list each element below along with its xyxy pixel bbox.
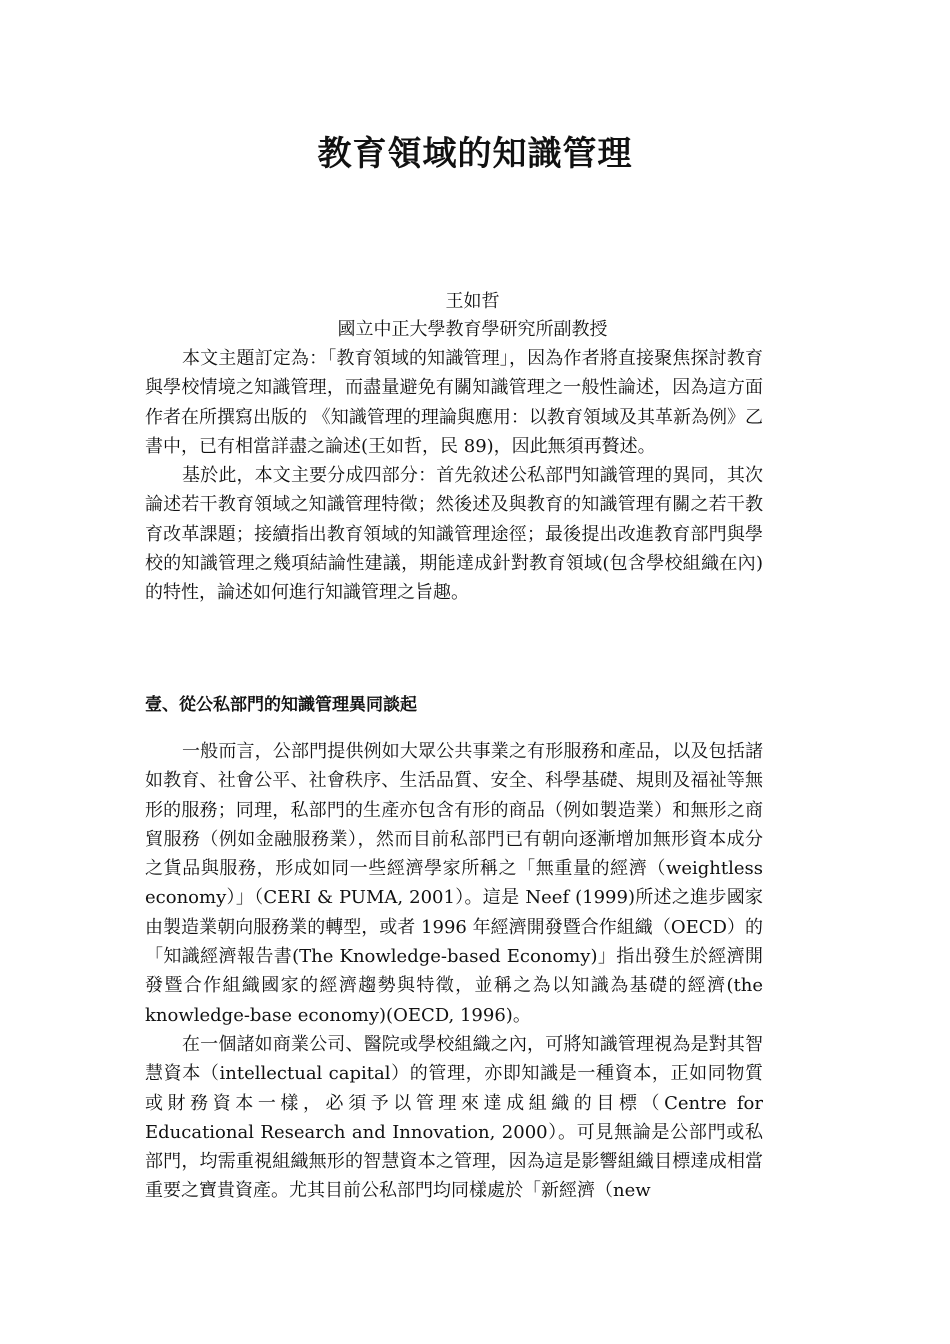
section-heading: 壹、從公私部門的知識管理異同談起: [145, 695, 417, 715]
section-body: [145, 737, 763, 1206]
introduction: [145, 344, 763, 608]
intro-paragraph: 本文主題訂定為：「教育領域的知識管理」，因為作者將直接聚焦探討教育與學校情境之知識管理，而盡量避免有關知識管理之一般性論述，因為這方面作者在所撰寫出版的 《知識管理的理論與應用：以教育領域及其革新為例》乙書中，已有相當詳盡之論述(王如哲，民 89)，因此無須再贅述。: [145, 348, 763, 457]
body-paragraph: 在一個諸如商業公司、醫院或學校組織之內，可將知識管理視為是對其智慧資本（intellectual capital）的管理，亦即知識是一種資本，正如同物質或財務資本一樣，必須予以管理來達成組織的目標（Centre for Educational Research and Innovation, 2000）。可見無論是公部門或私部門，均需重視組織無形的智慧資本之管理，因為這是影響組織目標達成相當重要之寶貴資產。尤其目前公私部門均同樣處於「新經濟（new: [145, 1033, 763, 1202]
author-affiliation: 國立中正大學教育學研究所副教授: [337, 319, 608, 340]
body-paragraph: 一般而言，公部門提供例如大眾公共事業之有形服務和產品，以及包括諸如教育、社會公平、社會秩序、生活品質、安全、科學基礎、規則及福祉等無形的服務；同理，私部門的生產亦包含有形的商品（例如製造業）和無形之商貿服務（例如金融服務業），然而目前私部門已有朝向逐漸增加無形資本成分之貨品與服務，形成如同一些經濟學家所稱之「無重量的經濟（weightless economy）」（CERI & PUMA, 2001）。這是 Neef (1999)所述之進步國家由製造業朝向服務業的轉型，或者 1996 年經濟開發暨合作組織（OECD）的「知識經濟報告書(The Knowledge-based Economy)」指出發生於經濟開發暨合作組織國家的經濟趨勢與特徵，並稱之為以知識為基礎的經濟(the knowledge-base economy)(OECD, 1996)。: [145, 741, 763, 1026]
author-name: 王如哲: [445, 291, 500, 312]
intro-paragraph: 基於此，本文主要分成四部分：首先敘述公私部門知識管理的異同，其次論述若干教育領域之知識管理特徵；然後述及與教育的知識管理有關之若干教育改革課題；接續指出教育領域的知識管理途徑；最後提出改進教育部門與學校的知識管理之幾項結論性建議，期能達成針對教育領域(包含學校組織在內)的特性，論述如何進行知識管理之旨趣。: [145, 465, 763, 604]
document-title: 教育領域的知識管理: [317, 134, 633, 174]
